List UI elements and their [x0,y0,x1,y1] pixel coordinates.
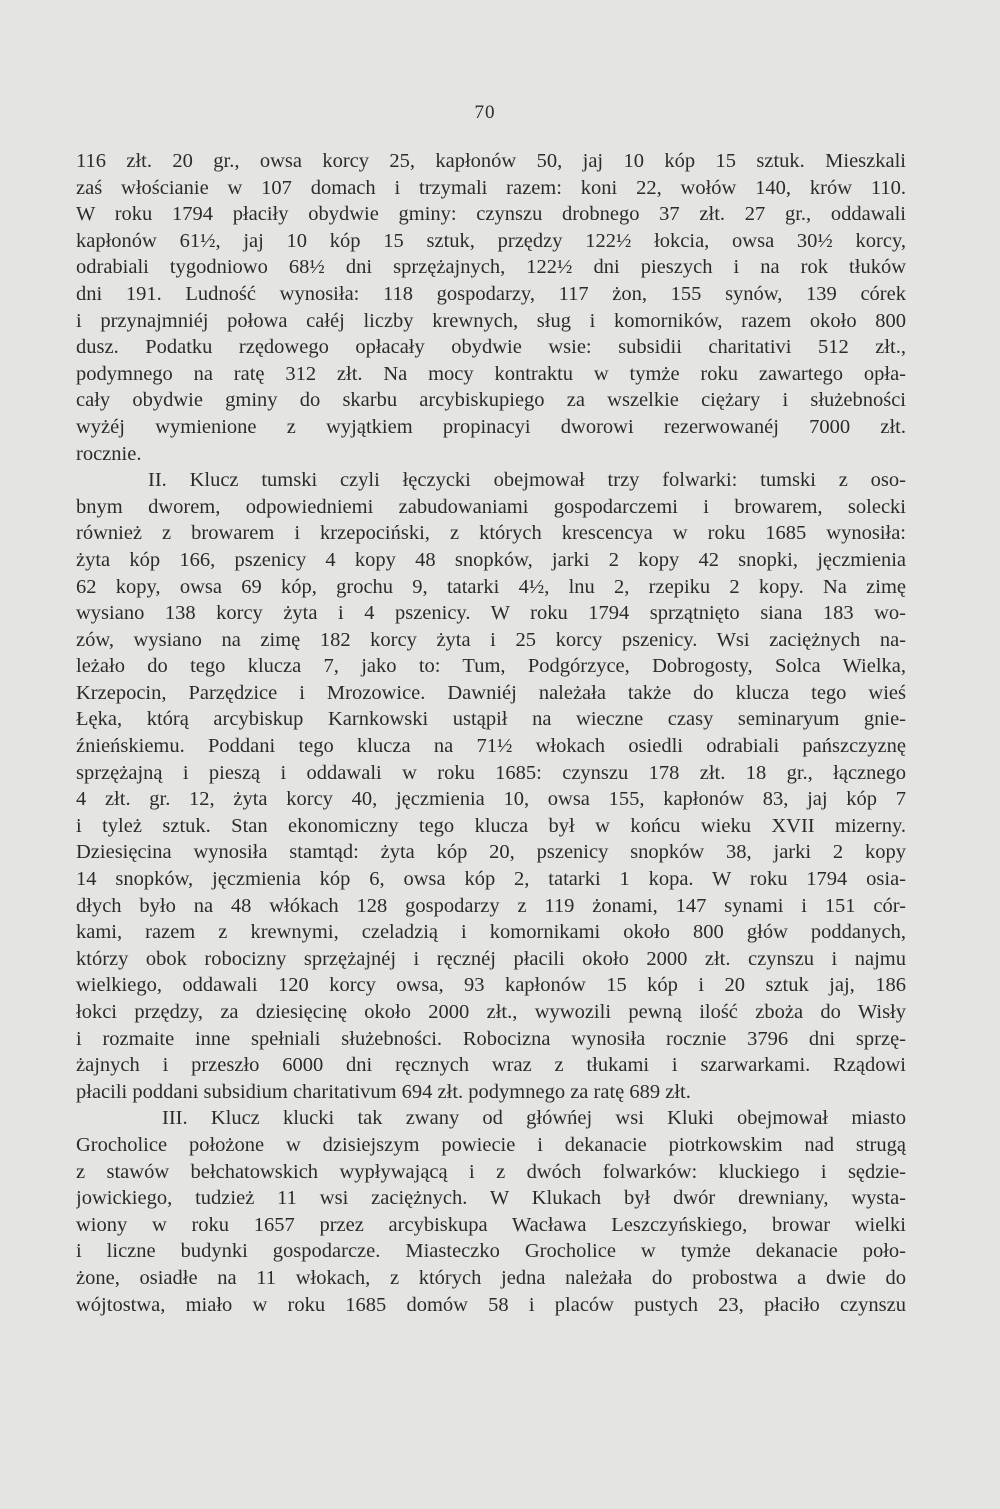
text-line: żajnych i przeszło 6000 dni ręcznych wraz z tłukami i szarwarkami. Rządowi [76,1054,906,1077]
text-line: 4 złt. gr. 12, żyta korcy 40, jęczmienia 10, owsa 155, kapłonów 83, jaj kóp 7 [76,788,906,811]
text-line: 62 kopy, owsa 69 kóp, grochu 9, tatarki 4½, lnu 2, rzepiku 2 kopy. Na zimę [76,575,906,598]
text-line: z stawów bełchatowskich wypływającą i z dwóch folwarków: kluckiego i sędzie- [76,1160,906,1183]
text-line: 14 snopków, jęczmienia kóp 6, owsa kóp 2, tatarki 1 kopa. W roku 1794 osia- [76,868,906,891]
text-line: i rozmaite inne spełniali służebności. Robocizna wynosiła rocznie 3796 dni sprzę- [76,1027,906,1050]
text-line: 116 złt. 20 gr., owsa korcy 25, kapłonów 50, jaj 10 kóp 15 sztuk. Mieszkali [76,150,906,172]
text-line: wyżéj wymienione z wyjątkiem propinacyi dworowi rezerwowanéj 7000 złt. [76,415,906,438]
text-line: płacili poddani subsidium charitativum 694 złt. podymnego za ratę 689 złt. [76,1080,691,1103]
text-line: kapłonów 61½, jaj 10 kóp 15 sztuk, przędzy 122½ łokcia, owsa 30½ korcy, [76,229,906,252]
text-line: żyta kóp 166, pszenicy 4 kopy 48 snopków, jarki 2 kopy 42 snopki, jęczmienia [76,548,906,571]
text-line: i przynajmniéj połowa całéj liczby krewnych, sług i komorników, razem około 800 [76,309,906,332]
text-line: sprzężajną i pieszą i oddawali w roku 1685: czynszu 178 złt. 18 gr., łącznego [76,761,906,784]
text-line: Grocholice położone w dzisiejszym powiecie i dekanacie piotrkowskim nad strugą [76,1133,906,1156]
text-line: rocznie. [76,442,142,465]
text-line: dni 191. Ludność wynosiła: 118 gospodarzy, 117 żon, 155 synów, 139 córek [76,282,906,305]
text-line: cały obydwie gminy do skarbu arcybiskupiego za wszelkie ciężary i służebności [76,389,906,412]
text-line: którzy obok robocizny sprzężajnéj i ręcznéj płacili około 2000 złt. czynszu i najmu [76,947,906,970]
text-line: Krzepocin, Parzędzice i Mrozowice. Dawniéj należała także do klucza tego wieś [76,681,906,704]
body-text [76,148,906,1345]
text-line: kami, razem z krewnymi, czeladzią i komornikami około 800 głów poddanych, [76,921,906,944]
text-line: bnym dworem, odpowiedniemi zabudowaniami gospodarczemi i browarem, solecki [76,495,906,518]
text-line: II. Klucz tumski czyli łęczycki obejmował trzy folwarki: tumski z oso- [148,469,906,492]
text-line: łokci przędzy, za dziesięcinę około 2000 złt., wywozili pewną ilość zboża do Wisły [76,1001,906,1023]
text-line: W roku 1794 płaciły obydwie gminy: czynszu drobnego 37 złt. 27 gr., oddawali [76,203,906,226]
text-line: odrabiali tygodniowo 68½ dni sprzężajnych, 122½ dni pieszych i na rok tłuków [76,256,906,279]
text-line: dłych było na 48 włókach 128 gospodarzy z 119 żonami, 147 synami i 151 cór- [76,894,906,917]
text-line: wielkiego, oddawali 120 korcy owsa, 93 kapłonów 15 kóp i 20 sztuk jaj, 186 [76,974,906,997]
text-line: dusz. Podatku rzędowego opłacały obydwie wsie: subsidii charitativi 512 złt., [76,336,906,359]
text-line: III. Klucz klucki tak zwany od główńej wsi Kluki obejmował miasto [162,1107,906,1130]
text-line: podymnego na ratę 312 złt. Na mocy kontraktu w tymże roku zawartego opła- [76,362,906,385]
page-number: 70 [474,102,496,123]
text-line: wójtostwa, miało w roku 1685 domów 58 i placów pustych 23, płaciło czynszu [76,1293,906,1316]
text-line: wysiano 138 korcy żyta i 4 pszenicy. W roku 1794 sprzątnięto siana 183 wo- [76,602,906,625]
text-line: i tyleż sztuk. Stan ekonomiczny tego klucza był w końcu wieku XVII mizerny. [76,814,906,837]
text-line: wiony w roku 1657 przez arcybiskupa Wacława Leszczyńskiego, browar wielki [76,1213,906,1236]
text-line: zów, wysiano na zimę 182 korcy żyta i 25 korcy pszenicy. Wsi zaciężnych na- [76,628,906,651]
text-line: Dziesięcina wynosiła stamtąd: żyta kóp 20, pszenicy snopków 38, jarki 2 kopy [76,841,906,864]
text-line: zaś włościanie w 107 domach i trzymali razem: koni 22, wołów 140, krów 110. [76,176,906,199]
text-line: i liczne budynki gospodarcze. Miasteczko Grocholice w tymże dekanacie poło- [76,1240,906,1263]
text-line: leżało do tego klucza 7, jako to: Tum, Podgórzyce, Dobrogosty, Solca Wielka, [76,655,906,678]
text-line: również z browarem i krzepociński, z których krescencya w roku 1685 wynosiła: [76,522,906,545]
text-line [76,1318,906,1345]
text-line: źnieńskiemu. Poddani tego klucza na 71½ włokach osiedli odrabiali pańszczyznę [76,735,906,758]
text-line: jowickiego, tudzież 11 wsi zaciężnych. W Klukach był dwór drewniany, wysta- [76,1187,906,1210]
text-line: Łęka, którą arcybiskup Karnkowski ustąpił na wieczne czasy seminaryum gnie- [76,708,906,731]
text-line: żone, osiadłe na 11 włokach, z których jedna należała do probostwa a dwie do [76,1266,906,1289]
